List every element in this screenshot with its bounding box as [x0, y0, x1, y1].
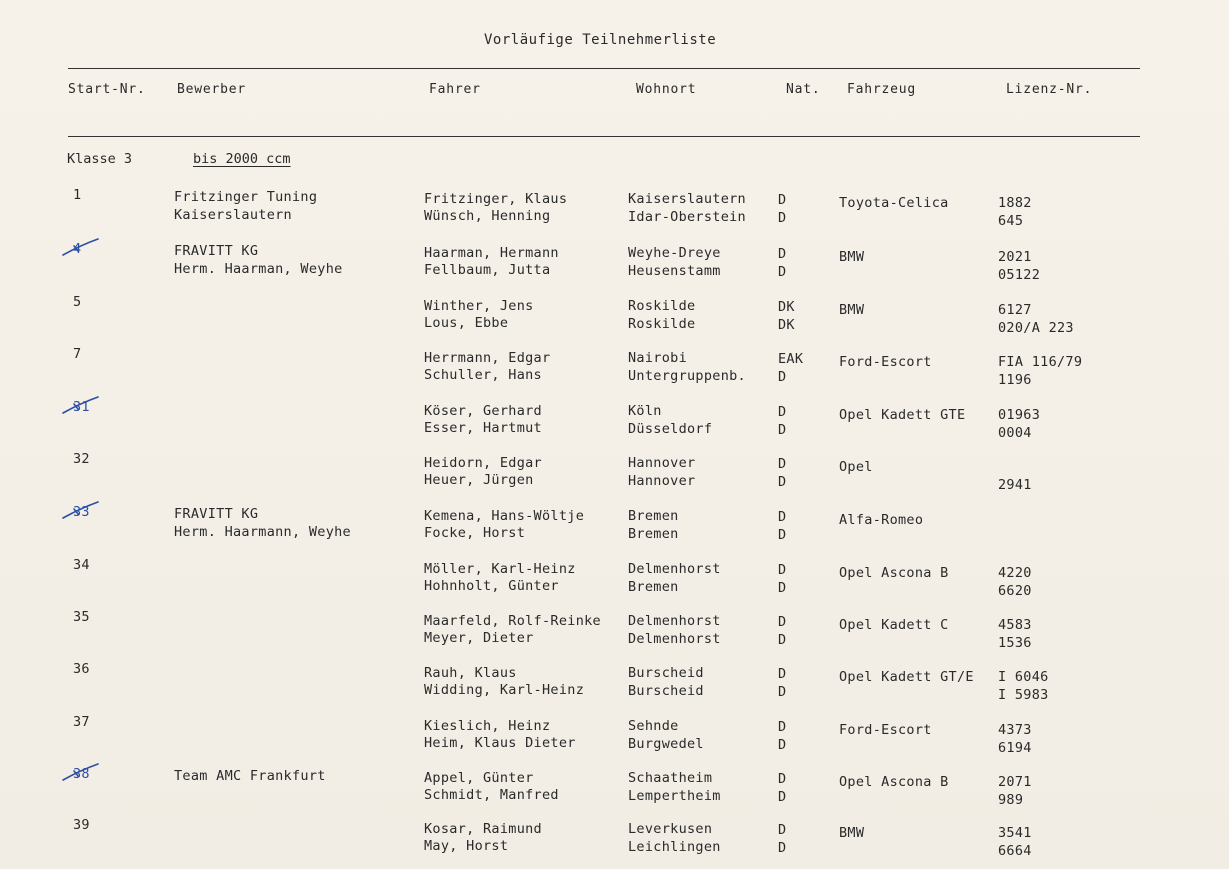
checkmark-icon: [60, 761, 100, 783]
entry-row: [0, 186, 1229, 236]
license-2: 6664: [998, 843, 1032, 859]
nationality-2: D: [778, 369, 787, 385]
start-number: 4: [73, 241, 82, 257]
residence-1: Bremen: [628, 508, 679, 524]
license-1: FIA 116/79: [998, 354, 1083, 370]
start-number: 5: [73, 294, 82, 310]
driver-2: Fellbaum, Jutta: [424, 262, 551, 278]
checkmark-icon: [60, 499, 100, 521]
driver-1: Kosar, Raimund: [424, 821, 542, 837]
residence-2: Burscheid: [628, 683, 704, 699]
driver-1: Haarman, Hermann: [424, 245, 559, 261]
nationality-2: D: [778, 210, 787, 226]
vehicle: Toyota-Celica: [839, 195, 949, 211]
residence-1: Sehnde: [628, 718, 679, 734]
driver-2: Lous, Ebbe: [424, 315, 509, 331]
nationality-1: D: [778, 614, 787, 630]
license-2: 6194: [998, 740, 1032, 756]
vehicle: Opel Ascona B: [839, 565, 949, 581]
header-fahrzeug: Fahrzeug: [847, 82, 917, 97]
license-2: 1536: [998, 635, 1032, 651]
class-label: Klasse 3: [67, 151, 133, 167]
start-number: 34: [73, 557, 90, 573]
license-1: 6127: [998, 302, 1032, 318]
nationality-1: D: [778, 562, 787, 578]
entry-row: [0, 450, 1229, 500]
entry-row: [0, 608, 1229, 658]
residence-1: Schaatheim: [628, 770, 713, 786]
vehicle: BMW: [839, 302, 865, 318]
residence-1: Weyhe-Dreye: [628, 245, 721, 261]
residence-2: Untergruppenb.: [628, 368, 746, 384]
residence-2: Roskilde: [628, 316, 696, 332]
driver-2: Schuller, Hans: [424, 367, 542, 383]
residence-1: Leverkusen: [628, 821, 713, 837]
vehicle: BMW: [839, 249, 865, 265]
entrant-name: FRAVITT KG: [174, 243, 259, 259]
nationality-1: D: [778, 192, 787, 208]
residence-1: Köln: [628, 403, 662, 419]
header-top-rule: [68, 68, 1140, 69]
residence-1: Delmenhorst: [628, 561, 721, 577]
header-bewerber: Bewerber: [177, 82, 247, 97]
license-2: I 5983: [998, 687, 1049, 703]
nationality-2: D: [778, 684, 787, 700]
entry-row: [0, 556, 1229, 606]
nationality-2: D: [778, 264, 787, 280]
residence-2: Delmenhorst: [628, 631, 721, 647]
license-2: 1196: [998, 372, 1032, 388]
driver-1: Möller, Karl-Heinz: [424, 561, 576, 577]
start-number: 1: [73, 187, 82, 203]
nationality-1: DK: [778, 299, 795, 315]
residence-2: Hannover: [628, 473, 696, 489]
entrant-name: Fritzinger Tuning: [174, 189, 318, 205]
entry-row: [0, 713, 1229, 763]
license-1: I 6046: [998, 669, 1049, 685]
residence-2: Düsseldorf: [628, 421, 713, 437]
start-number: 7: [73, 346, 82, 362]
driver-1: Appel, Günter: [424, 770, 534, 786]
license-1: 1882: [998, 195, 1032, 211]
vehicle: Opel Kadett C: [839, 617, 949, 633]
driver-2: May, Horst: [424, 838, 509, 854]
license-2: 6620: [998, 583, 1032, 599]
vehicle: Ford-Escort: [839, 722, 932, 738]
start-number: 39: [73, 817, 90, 833]
driver-1: Kieslich, Heinz: [424, 718, 551, 734]
driver-2: Esser, Hartmut: [424, 420, 542, 436]
residence-1: Roskilde: [628, 298, 696, 314]
header-wohnort: Wohnort: [636, 82, 697, 97]
vehicle: Opel Kadett GTE: [839, 407, 966, 423]
driver-1: Maarfeld, Rolf-Reinke: [424, 613, 601, 629]
start-number: 33: [73, 504, 90, 520]
driver-2: Meyer, Dieter: [424, 630, 534, 646]
entry-row: [0, 660, 1229, 710]
driver-1: Kemena, Hans-Wöltje: [424, 508, 585, 524]
license-1: 4373: [998, 722, 1032, 738]
residence-1: Kaiserslautern: [628, 191, 746, 207]
residence-2: Bremen: [628, 526, 679, 542]
vehicle: Opel Kadett GT/E: [839, 669, 974, 685]
checkmark-icon: [60, 394, 100, 416]
driver-2: Widding, Karl-Heinz: [424, 682, 585, 698]
nationality-1: D: [778, 719, 787, 735]
residence-2: Lempertheim: [628, 788, 721, 804]
entry-row: [0, 398, 1229, 448]
header-lizenz: Lizenz-Nr.: [1006, 82, 1093, 97]
driver-1: Fritzinger, Klaus: [424, 191, 568, 207]
nationality-1: D: [778, 404, 787, 420]
start-number: 37: [73, 714, 90, 730]
entrant-name: FRAVITT KG: [174, 506, 259, 522]
driver-2: Heuer, Jürgen: [424, 472, 534, 488]
license-2: 05122: [998, 267, 1041, 283]
nationality-1: EAK: [778, 351, 804, 367]
entry-row: [0, 503, 1229, 553]
header-bottom-rule: [68, 136, 1140, 137]
nationality-1: D: [778, 509, 787, 525]
driver-2: Schmidt, Manfred: [424, 787, 559, 803]
nationality-2: D: [778, 737, 787, 753]
vehicle: Opel Ascona B: [839, 774, 949, 790]
license-1: 4583: [998, 617, 1032, 633]
nationality-1: D: [778, 456, 787, 472]
nationality-1: D: [778, 666, 787, 682]
nationality-2: DK: [778, 317, 795, 333]
driver-2: Wünsch, Henning: [424, 208, 551, 224]
vehicle: Alfa-Romeo: [839, 512, 924, 528]
driver-1: Rauh, Klaus: [424, 665, 517, 681]
residence-1: Nairobi: [628, 350, 687, 366]
license-2: 645: [998, 213, 1024, 229]
nationality-2: D: [778, 422, 787, 438]
header-start-nr: Start-Nr.: [68, 82, 146, 97]
license-2: 020/A 223: [998, 320, 1074, 336]
nationality-2: D: [778, 474, 787, 490]
header-fahrer: Fahrer: [429, 82, 481, 97]
driver-1: Herrmann, Edgar: [424, 350, 551, 366]
start-number: 31: [73, 399, 90, 415]
driver-1: Heidorn, Edgar: [424, 455, 542, 471]
entrant-location: Kaiserslautern: [174, 207, 292, 223]
residence-1: Hannover: [628, 455, 696, 471]
license-1: 4220: [998, 565, 1032, 581]
class-range: bis 2000 ccm: [193, 151, 291, 167]
license-2: 989: [998, 792, 1024, 808]
nationality-2: D: [778, 580, 787, 596]
start-number: 36: [73, 661, 90, 677]
license-1: 01963: [998, 407, 1041, 423]
license-2: 0004: [998, 425, 1032, 441]
entrant-location: Herm. Haarman, Weyhe: [174, 261, 343, 277]
vehicle: Opel: [839, 459, 873, 475]
driver-1: Winther, Jens: [424, 298, 534, 314]
license-1: 2071: [998, 774, 1032, 790]
entry-row: [0, 293, 1229, 343]
license-1: 3541: [998, 825, 1032, 841]
license-1: 2021: [998, 249, 1032, 265]
residence-2: Leichlingen: [628, 839, 721, 855]
residence-1: Burscheid: [628, 665, 704, 681]
nationality-1: D: [778, 822, 787, 838]
driver-2: Hohnholt, Günter: [424, 578, 559, 594]
entry-row: [0, 240, 1229, 290]
license-2: 2941: [998, 477, 1032, 493]
vehicle: Ford-Escort: [839, 354, 932, 370]
residence-2: Idar-Oberstein: [628, 209, 746, 225]
entry-row: [0, 765, 1229, 815]
entry-row: [0, 345, 1229, 395]
nationality-2: D: [778, 789, 787, 805]
checkmark-icon: [60, 236, 100, 258]
vehicle: BMW: [839, 825, 865, 841]
residence-1: Delmenhorst: [628, 613, 721, 629]
nationality-1: D: [778, 246, 787, 262]
entrant-location: Herm. Haarmann, Weyhe: [174, 524, 351, 540]
residence-2: Bremen: [628, 579, 679, 595]
nationality-2: D: [778, 632, 787, 648]
start-number: 32: [73, 451, 90, 467]
nationality-2: D: [778, 840, 787, 856]
driver-1: Köser, Gerhard: [424, 403, 542, 419]
entrant-name: Team AMC Frankfurt: [174, 768, 326, 784]
residence-2: Burgwedel: [628, 736, 704, 752]
start-number: 38: [73, 766, 90, 782]
residence-2: Heusenstamm: [628, 263, 721, 279]
nationality-2: D: [778, 527, 787, 543]
title-text: Vorläufige Teilnehmerliste: [484, 32, 717, 48]
nationality-1: D: [778, 771, 787, 787]
driver-2: Focke, Horst: [424, 525, 526, 541]
entry-row: [0, 816, 1229, 866]
start-number: 35: [73, 609, 90, 625]
header-nat: Nat.: [786, 82, 821, 97]
driver-2: Heim, Klaus Dieter: [424, 735, 576, 751]
